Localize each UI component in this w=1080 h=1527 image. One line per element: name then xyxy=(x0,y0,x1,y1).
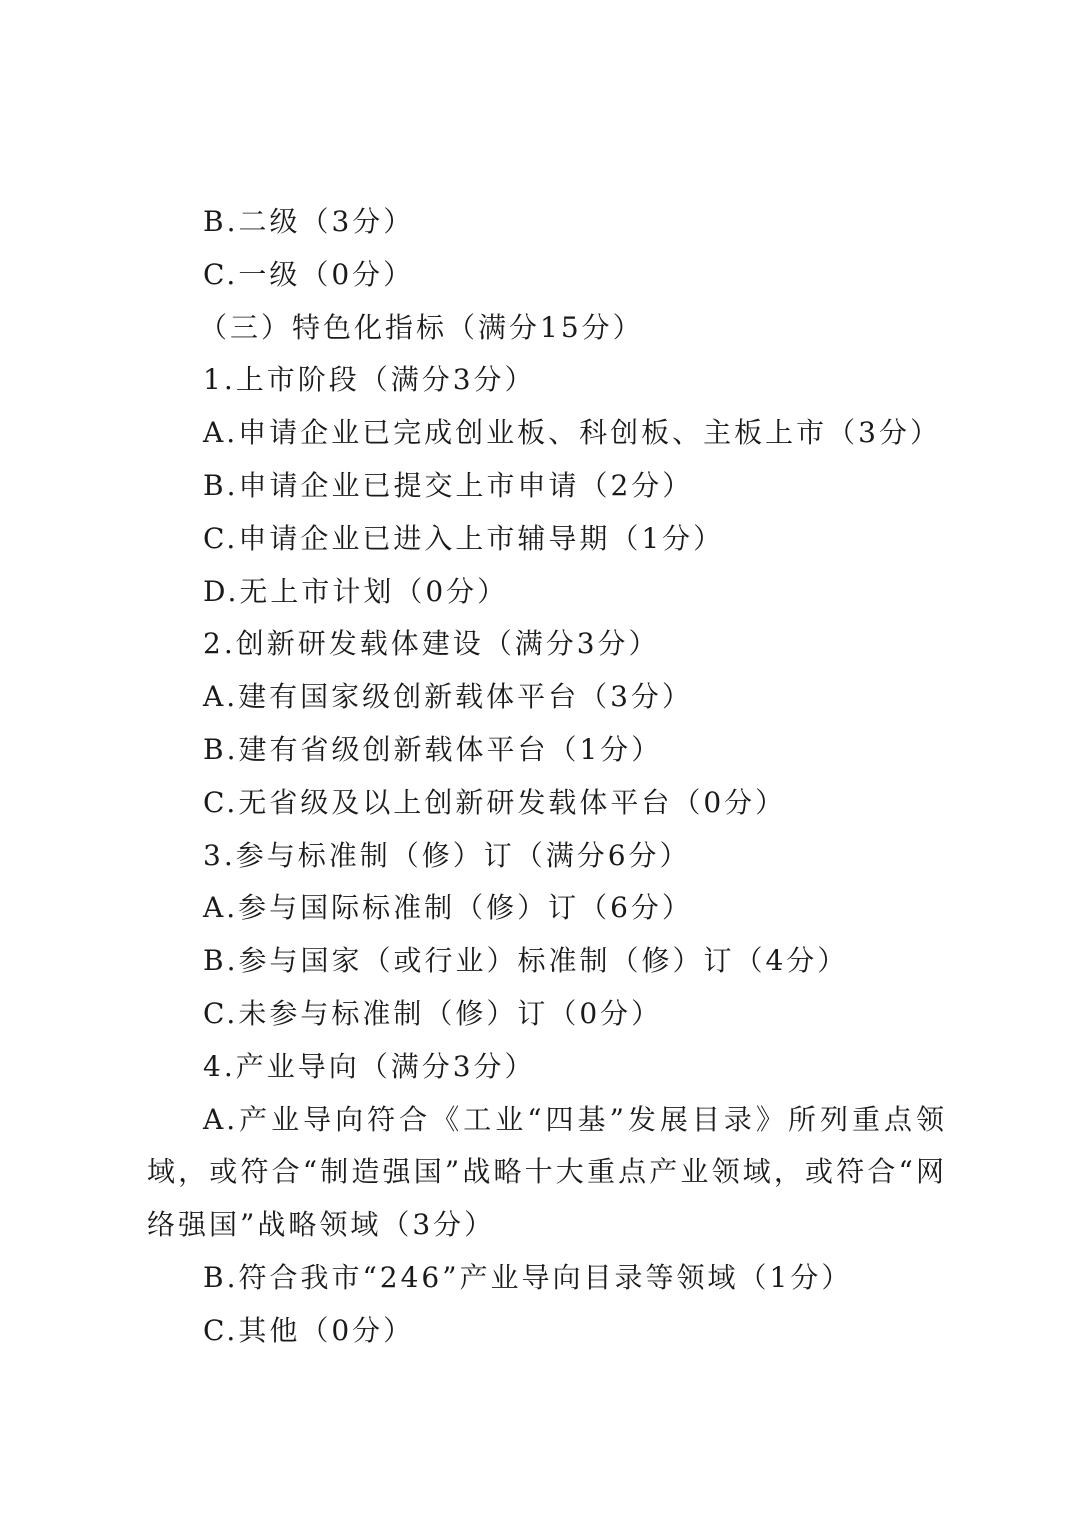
rd-option-b: B.建有省级创新载体平台（1分） xyxy=(203,732,663,766)
standards-option-c: C.未参与标准制（修）订（0分） xyxy=(203,996,663,1030)
item-heading-rd-platform: 2.创新研发载体建设（满分3分） xyxy=(203,627,660,661)
item-heading-standards: 3.参与标准制（修）订（满分6分） xyxy=(203,838,691,872)
option-b-level2: B.二级（3分） xyxy=(203,205,415,238)
rd-option-c: C.无省级及以上创新研发载体平台（0分） xyxy=(203,785,787,819)
standards-option-b: B.参与国家（或行业）标准制（修）订（4分） xyxy=(203,944,849,978)
listing-option-d: D.无上市计划（0分） xyxy=(203,574,509,608)
item-heading-industry-orientation: 4.产业导向（满分3分） xyxy=(203,1049,536,1083)
section-heading-distinctive-indicators: （三）特色化指标（满分15分） xyxy=(199,310,644,344)
listing-option-a: A.申请企业已完成创业板、科创板、主板上市（3分） xyxy=(203,416,941,450)
industry-option-a-paragraph: A.产业导向符合《工业“四基”发展目录》所列重点领域，或符合“制造强国”战略十大重点产业领域，或符合“网络强国”战略领域（3分） xyxy=(147,1102,947,1242)
listing-option-c: C.申请企业已进入上市辅导期（1分） xyxy=(203,521,725,555)
industry-option-b: B.符合我市“246”产业导向目录等领域（1分） xyxy=(203,1260,853,1294)
item-heading-listing-stage: 1.上市阶段（满分3分） xyxy=(203,363,536,397)
document-body xyxy=(147,196,947,1358)
option-c-level1: C.一级（0分） xyxy=(203,257,415,291)
standards-option-a: A.参与国际标准制（修）订（6分） xyxy=(203,891,693,925)
rd-option-a: A.建有国家级创新载体平台（3分） xyxy=(203,680,693,714)
listing-option-b: B.申请企业已提交上市申请（2分） xyxy=(203,468,694,502)
industry-option-c: C.其他（0分） xyxy=(203,1313,415,1347)
